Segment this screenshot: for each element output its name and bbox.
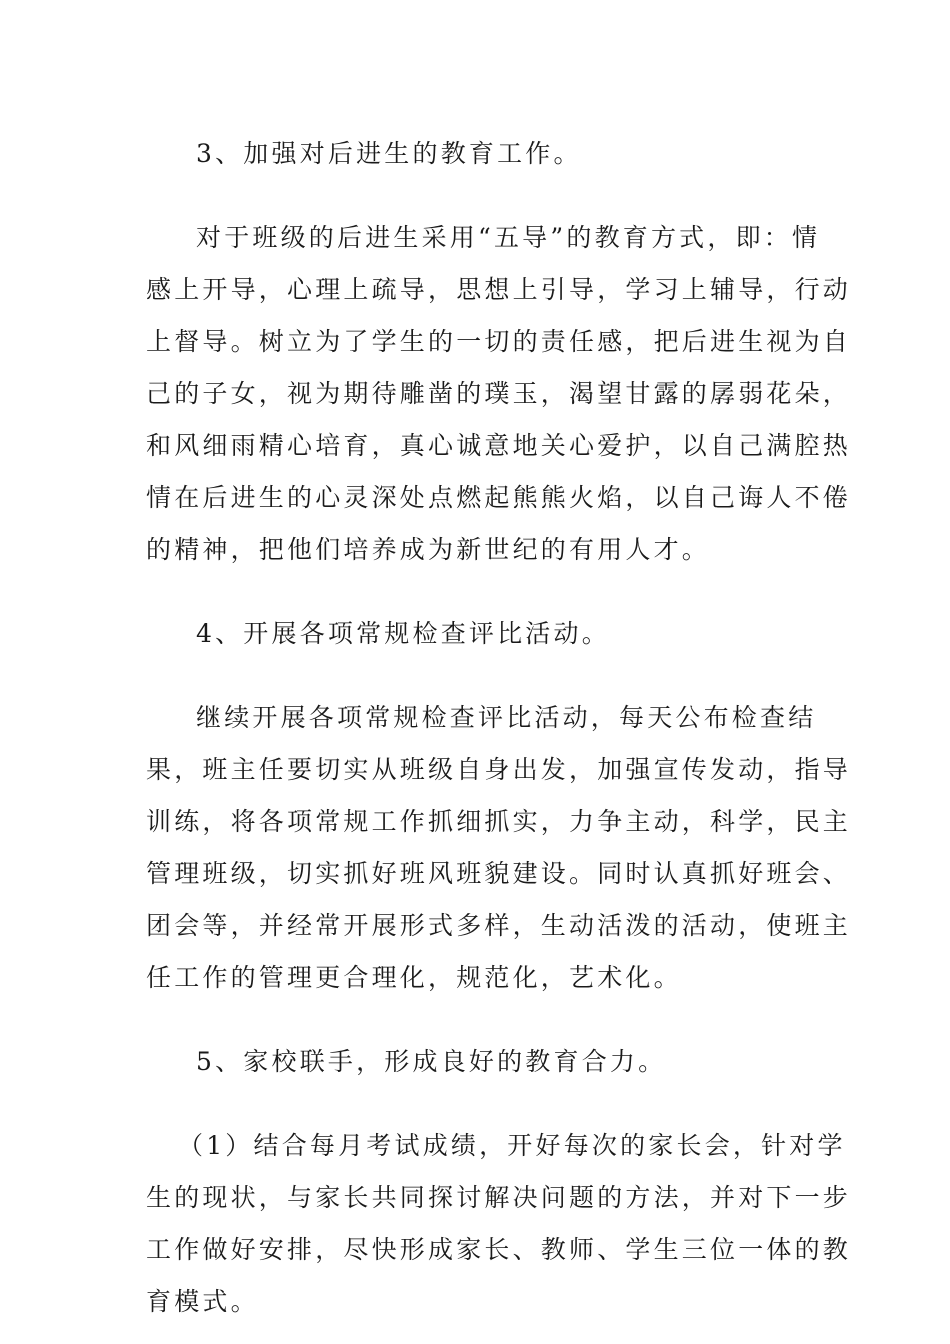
paragraph-gap: [146, 576, 806, 608]
document-body: [146, 128, 852, 1328]
paragraph-line: 果，班主任要切实从班级自身出发，加强宣传发动，指导: [146, 755, 852, 784]
paragraph-line: 管理班级，切实抓好班风班貌建设。同时认真抓好班会、: [146, 859, 852, 888]
paragraph-line: 工作做好安排，尽快形成家长、教师、学生三位一体的教: [146, 1235, 852, 1264]
paragraph-line: 和风细雨精心培育，真心诚意地关心爱护，以自己满腔热: [146, 431, 852, 460]
section-heading-5: 5、家校联手，形成良好的教育合力。: [196, 1047, 667, 1076]
paragraph-line: 继续开展各项常规检查评比活动，每天公布检查结: [196, 703, 817, 732]
paragraph-gap: [146, 180, 806, 212]
paragraph-line: 团会等，并经常开展形式多样，生动活泼的活动，使班主: [146, 911, 852, 940]
paragraph-line: 情在后进生的心灵深处点燃起熊熊火焰，以自己诲人不倦: [146, 483, 852, 512]
paragraph-line: 己的子女，视为期待雕凿的璞玉，渴望甘露的孱弱花朵，: [146, 379, 852, 408]
paragraph-line: 育模式。: [146, 1287, 259, 1316]
paragraph-line: 对于班级的后进生采用“五导”的教育方式，即：情: [196, 223, 821, 252]
section-heading-3: 3、加强对后进生的教育工作。: [196, 139, 582, 168]
paragraph-line: 生的现状，与家长共同探讨解决问题的方法，并对下一步: [146, 1183, 852, 1212]
paragraph-gap: [146, 660, 806, 692]
paragraph-gap: [146, 1088, 806, 1120]
section-heading-4: 4、开展各项常规检查评比活动。: [196, 619, 610, 648]
paragraph-line: （1）结合每月考试成绩，开好每次的家长会，针对学: [178, 1131, 846, 1160]
paragraph-line: 的精神，把他们培养成为新世纪的有用人才。: [146, 535, 711, 564]
paragraph-gap: [146, 1004, 806, 1036]
paragraph-line: 感上开导，心理上疏导，思想上引导，学习上辅导，行动: [146, 275, 852, 304]
paragraph-line: 上督导。树立为了学生的一切的责任感，把后进生视为自: [146, 327, 852, 356]
paragraph-line: 训练，将各项常规工作抓细抓实，力争主动，科学，民主: [146, 807, 852, 836]
paragraph-line: 任工作的管理更合理化，规范化，艺术化。: [146, 963, 682, 992]
